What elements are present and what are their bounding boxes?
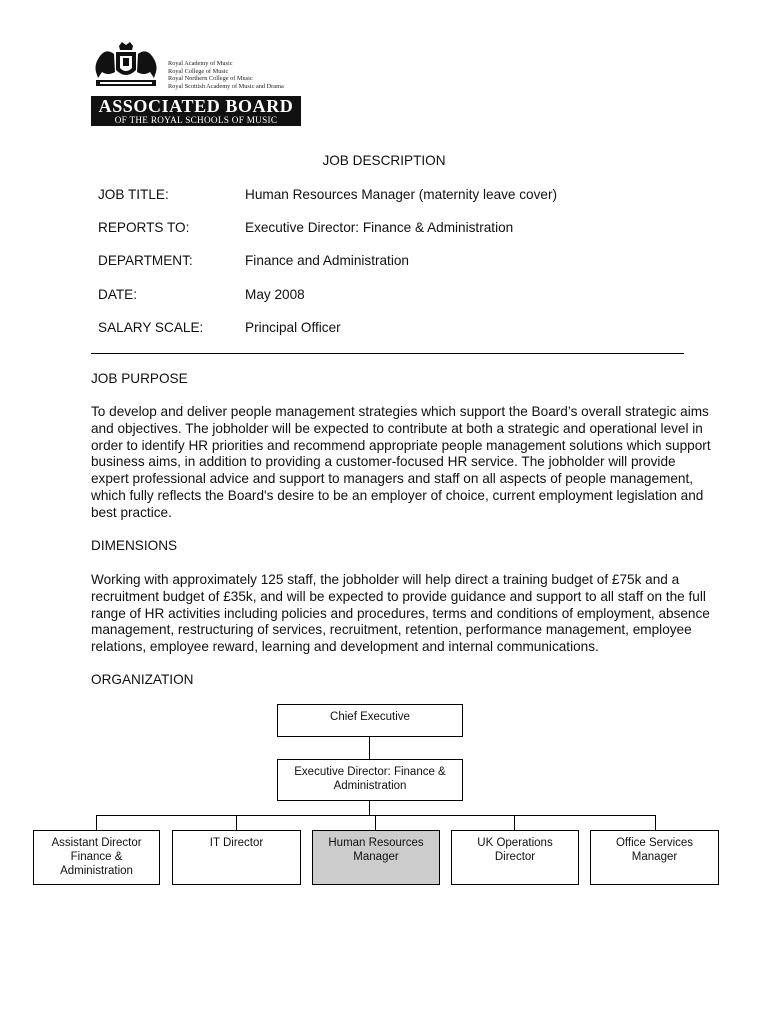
- royal-coat-of-arms-icon: [92, 42, 160, 90]
- field-label-salary-scale: SALARY SCALE:: [98, 320, 204, 335]
- paragraph-line: recruitment budget of £35k, and will be expected to provide guidance and support to all staff on the full: [91, 588, 706, 604]
- paragraph-line: relations, employee reward, learning and development and internal communications.: [91, 639, 599, 655]
- org-box-label: Office Services: [615, 837, 694, 849]
- field-value-date: May 2008: [245, 287, 305, 302]
- college-list: [168, 60, 284, 90]
- paragraph-line: which fully reflects the Board's desire to be an employer of choice, current employment legislation and: [91, 487, 704, 503]
- org-box-uk-operations-director: [451, 830, 579, 885]
- org-box-it-director: [172, 830, 301, 885]
- org-connector: [369, 801, 370, 815]
- org-box-label: Administration: [60, 865, 133, 877]
- college-name: Royal Scottish Academy of Music and Drama: [168, 82, 284, 90]
- paragraph-line: To develop and deliver people management strategies which support the Board’s overall strategic aims: [91, 404, 709, 419]
- field-label-department: DEPARTMENT:: [98, 253, 193, 268]
- org-box-executive-director: [277, 759, 463, 801]
- field-value-reports-to: Executive Director: Finance & Administration: [245, 220, 514, 235]
- org-connector: [514, 815, 515, 830]
- college-name: Royal College of Music: [168, 67, 229, 75]
- org-box-label: Manager: [631, 851, 678, 863]
- org-box-label: UK Operations: [477, 837, 553, 849]
- divider: [91, 353, 684, 354]
- college-name: Royal Academy of Music: [168, 60, 233, 67]
- paragraph-line: management, restructuring of services, recruitment, retention, performance management, employee: [91, 622, 692, 638]
- org-box-office-services-manager: [590, 830, 719, 885]
- associated-board-logo: [91, 96, 301, 126]
- college-name: Royal Northern College of Music: [168, 75, 253, 82]
- field-value-job-title: Human Resources Manager (maternity leave cover): [245, 187, 558, 202]
- org-connector: [369, 737, 370, 759]
- org-box-assistant-director: [33, 830, 160, 885]
- paragraph-line: Working with approximately 125 staff, the jobholder will help direct a training budget of £75k and a: [91, 572, 680, 587]
- logo-line-2: OF THE ROYAL SCHOOLS OF MUSIC: [114, 115, 278, 125]
- field-label-reports-to: REPORTS TO:: [98, 220, 190, 235]
- paragraph-line: business aims, in addition to providing a customer-focused HR service. The jobholder will provide: [91, 454, 676, 470]
- field-value-department: Finance and Administration: [245, 253, 409, 268]
- section-heading-job-purpose: JOB PURPOSE: [91, 371, 188, 386]
- paragraph-line: order to identify HR priorities and recommend appropriate people management solutions which support: [91, 437, 711, 453]
- org-box-label: Chief Executive: [330, 711, 410, 723]
- org-box-label: Administration: [333, 780, 407, 792]
- org-connector: [96, 815, 656, 816]
- org-box-label: Human Resources: [328, 837, 424, 849]
- section-heading-organization: ORGANIZATION: [91, 672, 194, 687]
- field-label-date: DATE:: [98, 287, 138, 302]
- org-box-label: Finance &: [70, 851, 123, 863]
- org-connector: [655, 815, 656, 830]
- org-box-label: Manager: [353, 851, 399, 863]
- paragraph-line: and objectives. The jobholder will be expected to contribute at both a strategic and operational level in: [91, 420, 703, 436]
- field-value-salary-scale: Principal Officer: [245, 320, 341, 335]
- org-connector: [96, 815, 97, 830]
- paragraph-line: expert professional advice and support to managers and staff on all aspects of people management,: [91, 471, 694, 487]
- org-connector: [236, 815, 237, 830]
- org-box-label: Executive Director: Finance &: [294, 766, 446, 778]
- org-box-label: Director: [494, 851, 536, 863]
- dimensions-paragraph: [91, 572, 710, 656]
- logo-line-1: ASSOCIATED BOARD: [98, 96, 294, 116]
- org-box-label: IT Director: [209, 837, 264, 849]
- paragraph-line: range of HR activities including policies and procedures, terms and conditions of employment, absence: [91, 605, 710, 621]
- org-box-label: Assistant Director: [51, 837, 142, 849]
- section-heading-dimensions: DIMENSIONS: [91, 538, 178, 553]
- paragraph-line: best practice.: [91, 504, 172, 520]
- field-label-job-title: JOB TITLE:: [98, 187, 169, 202]
- job-purpose-paragraph: [91, 404, 711, 522]
- document-title: JOB DESCRIPTION: [322, 153, 446, 168]
- org-connector: [375, 815, 376, 830]
- org-box-hr-manager: [312, 830, 440, 885]
- org-box-chief-executive: [277, 704, 463, 737]
